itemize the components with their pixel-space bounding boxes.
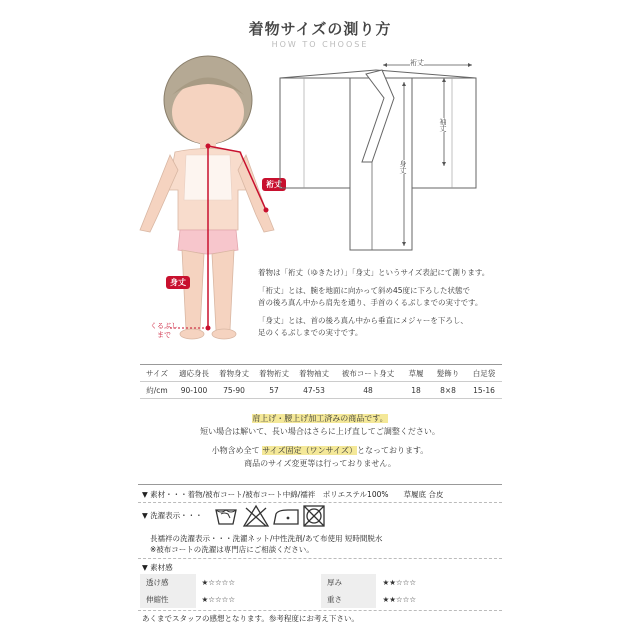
hand-wash-icon	[216, 510, 236, 524]
note-mitake-2: 足のくるぶしまでの実寸です。	[258, 328, 363, 337]
size-cell: 8×8	[430, 382, 466, 399]
size-header-cell: 被布コート身丈	[334, 365, 402, 382]
size-table-row	[140, 382, 502, 399]
footer-note: あくまでスタッフの感想となります。参考程度にお考え下さい。	[142, 614, 359, 623]
laundry-note-2: ※被布コートの洗濯は専門店にご相談ください。	[150, 545, 314, 554]
iron-low-icon	[274, 510, 298, 524]
info-line-4: 商品のサイズ変更等は行っておりません。	[244, 459, 396, 468]
feel-value: ★☆☆☆☆	[201, 578, 236, 587]
size-header-cell: 白足袋	[466, 365, 502, 382]
feel-value: ★☆☆☆☆	[201, 595, 236, 604]
feel-label: ▼ 素材感	[142, 563, 173, 572]
info-highlight-1: 肩上げ・腰上げ加工済みの商品です。	[252, 414, 388, 423]
kurubushi-line2: まで	[157, 331, 171, 339]
feel-key: 厚み	[321, 574, 377, 591]
size-header-cell: 着物袖丈	[294, 365, 334, 382]
size-cell: 90-100	[174, 382, 214, 399]
feel-table	[140, 574, 502, 608]
divider	[138, 610, 502, 611]
size-table	[140, 364, 502, 399]
feel-key: 透け感	[140, 574, 196, 591]
divider	[138, 558, 502, 559]
material-text: ▼ 素材・・・着物/被布コート/被布コート中綿/襦袢 ポリエステル100% 草履底 合皮	[142, 490, 444, 499]
feel-row	[140, 574, 502, 591]
size-notes	[258, 267, 489, 339]
yuki-badge: 裄丈	[262, 178, 286, 191]
info-line-3	[0, 444, 640, 457]
size-cell: 47-53	[294, 382, 334, 399]
info-block	[0, 412, 640, 470]
size-header-cell: 髪飾り	[430, 365, 466, 382]
size-cell: 18	[402, 382, 430, 399]
size-header-cell: 適応身長	[174, 365, 214, 382]
size-header-cell: 着物身丈	[214, 365, 254, 382]
laundry-note-1: 長襦袢の洗濯表示・・・洗濯ネット/中性洗剤/あて布使用 短時間脱水	[150, 534, 383, 543]
note-yuki-1: 「裄丈」とは、腕を地面に向かって斜め45度に下ろした状態で	[258, 286, 471, 295]
kurubushi-line1: くるぶし	[150, 322, 178, 330]
feel-row	[140, 591, 502, 608]
size-cell: 48	[334, 382, 402, 399]
size-cell: 約/cm	[140, 382, 174, 399]
divider	[138, 484, 502, 485]
feel-value: ★★☆☆☆	[382, 595, 417, 604]
kimono-diagram	[276, 58, 486, 258]
info-line-3-post: となっております。	[356, 446, 429, 455]
mitake-badge: 身丈	[166, 276, 190, 289]
size-header-cell: サイズ	[140, 365, 174, 382]
note-intro: 着物は「裄丈（ゆきたけ）」「身丈」というサイズ表記にて測ります。	[258, 268, 490, 277]
kimono-sode-label: 袖丈	[439, 118, 447, 132]
kimono-mitake-label: 身丈	[399, 160, 407, 174]
page-title: 着物サイズの測り方	[248, 20, 392, 38]
no-bleach-icon	[244, 506, 268, 526]
feel-key: 伸縮性	[140, 591, 196, 608]
laundry-notes	[150, 533, 382, 555]
size-table-header	[140, 365, 502, 382]
kurubushi-label	[150, 322, 178, 340]
size-header-cell: 草履	[402, 365, 430, 382]
info-line-2: 短い場合は解いて、長い場合はさらに上げ直してご調整ください。	[200, 427, 440, 436]
page-subtitle: HOW TO CHOOSE	[271, 40, 369, 49]
info-highlight-2: サイズ固定（ワンサイズ）	[262, 446, 357, 455]
size-cell: 15-16	[466, 382, 502, 399]
size-header-cell: 着物裄丈	[254, 365, 294, 382]
size-cell: 57	[254, 382, 294, 399]
size-cell: 75-90	[214, 382, 254, 399]
no-tumble-dry-icon	[304, 506, 324, 526]
note-yuki-2: 首の後ろ真ん中から肩先を通り、手首のくるぶしまでの実寸です。	[258, 298, 483, 307]
laundry-label: ▼ 洗濯表示・・・	[142, 511, 203, 520]
feel-key: 重さ	[321, 591, 377, 608]
info-line-3-pre: 小物含め全て	[211, 446, 260, 455]
laundry-icons	[212, 502, 332, 530]
feel-value: ★★☆☆☆	[382, 578, 417, 587]
kimono-yuki-label: 裄丈	[410, 59, 424, 67]
note-mitake-1: 「身丈」とは、首の後ろ真ん中から垂直にメジャーを下ろし、	[258, 316, 468, 325]
